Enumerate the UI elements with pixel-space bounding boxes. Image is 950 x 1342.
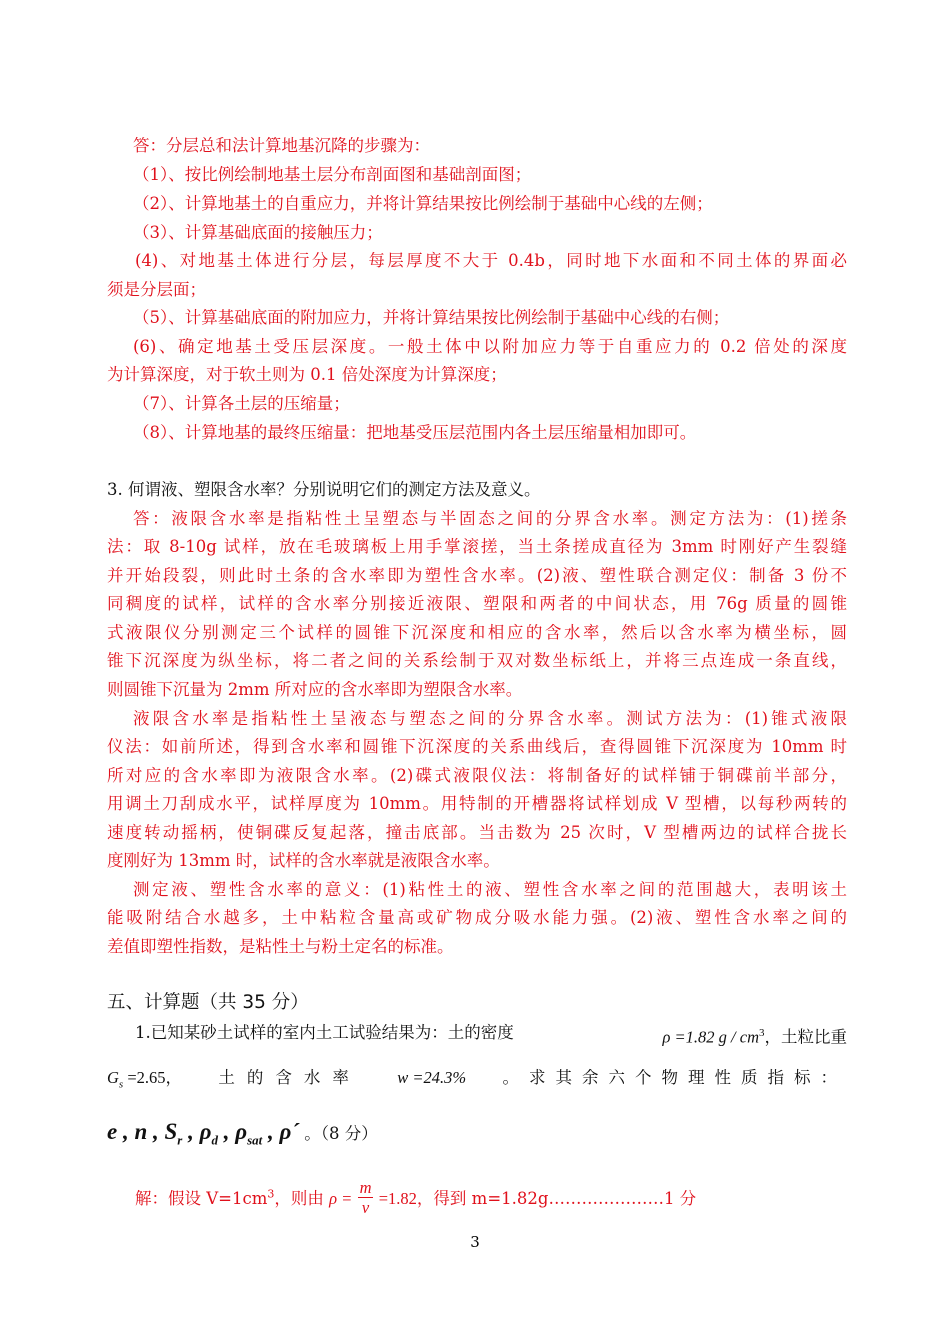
step-7: （7）、计算各土层的压缩量； xyxy=(133,394,350,413)
problem-1-text: 1.已知某砂土试样的室内土工试验结果为：土的密度 xyxy=(135,1023,514,1042)
water-content-label: 土的含水率 xyxy=(218,1068,361,1087)
answer3-line-13: 度刚好为 13mm 时，试样的含水率就是液限含水率。 xyxy=(107,851,500,870)
problem-1-line-1 xyxy=(135,1022,847,1049)
water-content-formula: w =24.3% xyxy=(397,1068,467,1087)
answer-intro: 答：分层总和法计算地基沉降的步骤为： xyxy=(133,136,430,155)
answer3-line-14: 测定液、塑性含水率的意义：(1)粘性土的液、塑性含水率之间的范围越大，表明该土 xyxy=(133,880,847,899)
step-4: (4)、对地基土体进行分层，每层厚度不大于 0.4b，同时地下水面和不同土体的界面必 xyxy=(135,251,847,270)
density-formula: ρ =1.82 g / $cm^3$，土粒比重 xyxy=(662,1027,847,1047)
step-2: （2）、计算地基土的自重应力，并将计算结果按比例绘制于基础中心线的左侧； xyxy=(133,194,713,213)
answer3-line-2: 法：取 8-10g 试样，放在毛玻璃板上用手掌滚搓，当土条搓成直径为 3mm 时刚好产生裂缝 xyxy=(107,537,847,556)
section-5-heading: 五、计算题（共 35 分） xyxy=(107,992,309,1013)
answer3-line-16: 差值即塑性指数，是粘性土与粉土定名的标准。 xyxy=(107,937,454,956)
answer3-line-9: 仪法：如前所述，得到含水率和圆锥下沉深度的关系曲线后，查得圆锥下沉深度为 10mm 时 xyxy=(107,737,847,756)
answer3-line-3: 并开始段裂，则此时土条的含水率即为塑性含水率。(2)液、塑性联合测定仪：制备 3 份不 xyxy=(107,566,847,585)
answer3-line-10: 所对应的含水率即为液限含水率。(2)碟式液限仪法：将制备好的试样铺于铜碟前半部分， xyxy=(107,766,847,785)
step-5: （5）、计算基础底面的附加应力，并将计算结果按比例绘制于基础中心线的右侧； xyxy=(133,308,730,327)
answer3-line-7: 则圆锥下沉量为 2mm 所对应的含水率即为塑限含水率。 xyxy=(107,680,523,699)
answer3-line-4: 同稠度的试样，试样的含水率分别接近液限、塑限和两者的中间状态，用 76g 质量的圆锥 xyxy=(107,594,847,613)
question-3: 3. 何谓液、塑限含水率？分别说明它们的测定方法及意义。 xyxy=(107,480,541,499)
answer3-line-12: 速度转动摇柄，使铜碟反复起落，撞击底部。当击数为 25 次时，V 型槽两边的试样合拢长 xyxy=(107,823,847,842)
step-1: （1）、按比例绘制地基土层分布剖面图和基础剖面图； xyxy=(133,165,532,184)
density-symbol: ρ = xyxy=(329,1189,353,1208)
problem-1-line-2 xyxy=(107,1067,847,1095)
step-6: (6)、确定地基土受压层深度。一般土体中以附加应力等于自重应力的 0.2 倍处的深度 xyxy=(133,337,847,356)
indices-formula: e , n , $S_r$ , $\rho_d$ , $\rho_{sat}$ , ρ´ xyxy=(107,1119,300,1148)
mass-over-volume-fraction: $\frac{m}{v}$ xyxy=(359,1178,372,1217)
solution-line: 解：假设 $V=1cm^3$，则由 ρ = $\frac{m}{v}$ =1.82，得到 m=1.82g…………………1 分 xyxy=(135,1178,697,1217)
step-8: （8）、计算地基的最终压缩量：把地基受压层范围内各土层压缩量相加即可。 xyxy=(133,423,697,442)
step-4-cont: 须是分层面； xyxy=(107,280,206,299)
answer3-line-6: 锥下沉深度为纵坐标，将二者之间的关系绘制于双对数坐标纸上，并将三点连成一条直线， xyxy=(107,651,847,670)
step-6-cont: 为计算深度，对于软土则为 0.1 倍处深度为计算深度； xyxy=(107,365,507,384)
page-number: 3 xyxy=(470,1233,480,1251)
problem-1-line-3 xyxy=(107,1121,378,1152)
problem-1-score: 。（8 分） xyxy=(304,1124,378,1143)
step-3: （3）、计算基础底面的接触压力； xyxy=(133,223,383,242)
specific-gravity-formula: $G_s =2.65$， xyxy=(107,1068,183,1091)
answer3-line-8: 液限含水率是指粘性土呈液态与塑态之间的分界含水率。测试方法为：(1)锥式液限 xyxy=(133,709,847,728)
problem-1-request: 。求其余六个物理性质指标： xyxy=(502,1068,847,1087)
answer3-line-11: 用调土刀刮成水平，试样厚度为 10mm。用特制的开槽器将试样划成 V 型槽，以每秒两转的 xyxy=(107,794,847,813)
answer3-line-1: 答：液限含水率是指粘性土呈塑态与半固态之间的分界含水率。测定方法为：(1)搓条 xyxy=(133,509,847,528)
answer3-line-15: 能吸附结合水越多，土中粘粒含量高或矿物成分吸水能力强。(2)液、塑性含水率之间的 xyxy=(107,908,847,927)
answer3-line-5: 式液限仪分别测定三个试样的圆锥下沉深度和相应的含水率，然后以含水率为横坐标，圆 xyxy=(107,623,847,642)
